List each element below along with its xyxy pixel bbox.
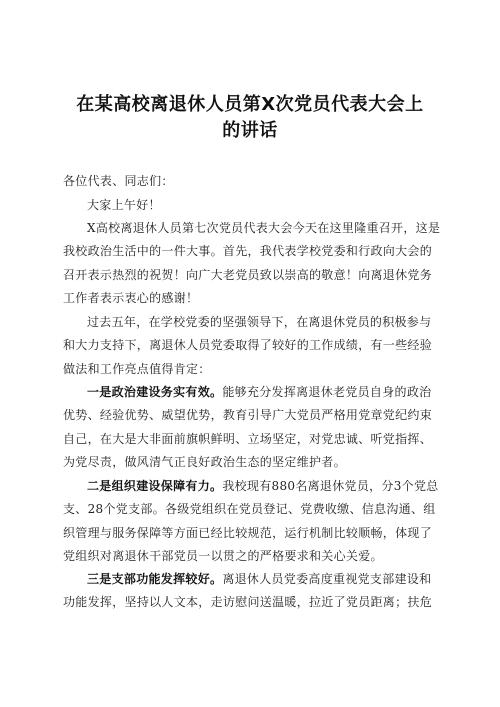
document-title-line-2: 的讲话 (222, 120, 278, 141)
paragraph-organization-building (63, 475, 443, 568)
paragraph-body-political: 能够充分发挥离退休老党员自身的政治优势、经验优势、威望优势，教育引导广大党员严格用党章党纪约束自己，在大是大非面前旗帜鲜明、立场坚定，对党忠诚、听党指挥、为党尽责，做风清气正良好政治生态的坚定维护者。 (63, 385, 433, 469)
paragraph-body-branch: 离退休人员党委高度重视党支部建设和功能发挥，坚持以人文本，走访慰问送温暖，拉近了党员距离；扶危 (63, 572, 433, 610)
paragraph-political-building (63, 381, 443, 474)
paragraph-body-organization: 我校现有880名离退休党员，分3个党总支、28个党支部。各级党组织在党员登记、党费收缴、信息沟通、组织管理与服务保障等方面已经比较规范，运行机制比较顺畅，体现了党组织对离退休干部党员一以贯之的严格要求和关心关爱。 (63, 479, 439, 563)
salutation: 各位代表、同志们： (63, 174, 174, 188)
paragraph-opening: X高校离退休人员第七次党员代表大会今天在这里隆重召开，这是我校政治生活中的一件大事。首先，我代表学校党委和行政向大会的召开表示热烈的祝贺！向广大老党员致以崇高的敬意！向离退休党务工作者表示衷心的感谢！ (63, 221, 441, 305)
paragraph-branch-function (63, 568, 443, 615)
paragraph-lead-branch: 三是支部功能发挥较好。 (87, 572, 223, 586)
paragraph-lead-political: 一是政治建设务实有效。 (87, 385, 223, 399)
paragraph-achievements-intro: 过去五年，在学校党委的坚强领导下，在离退休党员的积极参与和大力支持下，离退休人员党委取得了较好的工作成绩，有一些经验做法和工作亮点值得肯定： (63, 315, 433, 376)
document-title-line-1: 在某高校离退休人员第X次党员代表大会上 (76, 94, 424, 115)
greeting: 大家上午好！ (87, 198, 161, 212)
paragraph-lead-organization: 二是组织建设保障有力。 (87, 479, 223, 493)
